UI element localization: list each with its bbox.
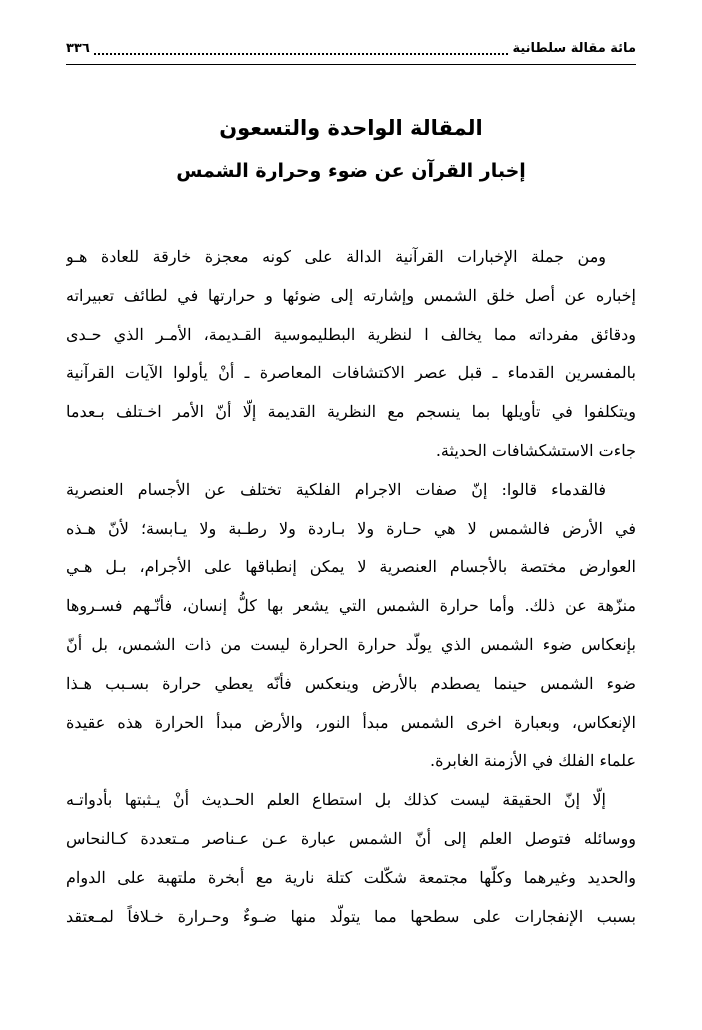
text-line: علماء الفلك في الأزمنة الغابرة. — [430, 751, 636, 771]
text-line: بالمفسرين القدماء ـ قبل عصر الاكتشافات المعاصرة ـ أنْ يأولوا الآيات القرآنية — [66, 363, 636, 383]
text-line: الإنعكاس، وبعبارة اخرى الشمس مبدأ النور، والأرض مبدأ الحرارة هذه عقيدة — [66, 712, 636, 732]
header-dot-leader — [94, 41, 509, 55]
chapter-subtitle: إخبار القرآن عن ضوء وحرارة الشمس — [176, 160, 526, 182]
chapter-title: المقالة الواحدة والتسعون — [219, 116, 483, 140]
text-line: والحديد وغيرهما وكلّها مجتمعة شكّلت كتلة نارية مع أبخرة ملتهبة على الدوام — [66, 867, 636, 887]
text-line: ومن جملة الإخبارات القرآنية الدالة على كونه معجزة خارقة للعادة هـو — [66, 247, 606, 266]
text-line: ووسائله فتوصل العلم إلى أنّ الشمس عبارة عـن عـناصر مـتعددة كـالنحاس — [66, 828, 636, 848]
text-line: العوارض مختصة بالأجسام العنصرية لا يمكن إنطباقها على الأجرام، بـل هـي — [66, 557, 636, 577]
text-line: فالقدماء قالوا: إنّ صفات الاجرام الفلكية تختلف عن الأجسام العنصرية — [66, 479, 606, 499]
text-line: منزّهة عن ذلك. وأما حرارة الشمس التي يشعر بها كلُّ إنسان، فأنّـهم فسـروها — [66, 596, 636, 616]
text-line: جاءت الاستشكشافات الحديثة. — [435, 440, 636, 460]
text-line: في الأرض فالشمس لا هي حـارة ولا بـاردة ولا رطـبة ولا يـابسة؛ لأنّ هـذه — [66, 518, 636, 538]
text-line: ودقائق مفرداته مما يخالف ا لنظرية البطليموسية القـديمة، الأمـر الذي حـدى — [66, 324, 636, 344]
text-line: ويتكلفوا في تأويلها بما ينسجم مع النظرية القديمة إلّا أنّ الأمر اخـتلف بـعدما — [66, 402, 636, 422]
text-line: إخباره عن أصل خلق الشمس وإشارته إلى ضوئها و حرارتها في لطائف تعبيراته — [66, 285, 636, 305]
text-line: بإنعكاس ضوء الشمس الذي يولّد حرارة الحرارة ليست من ذات الشمس، بل أنّ — [66, 634, 636, 654]
text-line: ضوء الشمس حينما يصطدم بالأرض وينعكس فأنّه يعطي حرارة بسـبب هـذا — [66, 673, 636, 693]
text-line: إلّا إنّ الحقيقة ليست كذلك بل استطاع العلم الحـديث أنْ يـثبتها بأدواتـه — [66, 790, 606, 810]
body-text — [66, 238, 636, 936]
text-line: بسبب الإنفجارات على سطحها مما يتولّد منها ضـوءٌ وحـرارة خـلافاً لمـعتقد — [66, 906, 636, 926]
header-rule — [66, 64, 636, 65]
book-title: مائة مقالة سلطانية — [512, 40, 636, 56]
running-header — [66, 36, 636, 60]
page-number: ٣٣٦ — [66, 40, 90, 56]
